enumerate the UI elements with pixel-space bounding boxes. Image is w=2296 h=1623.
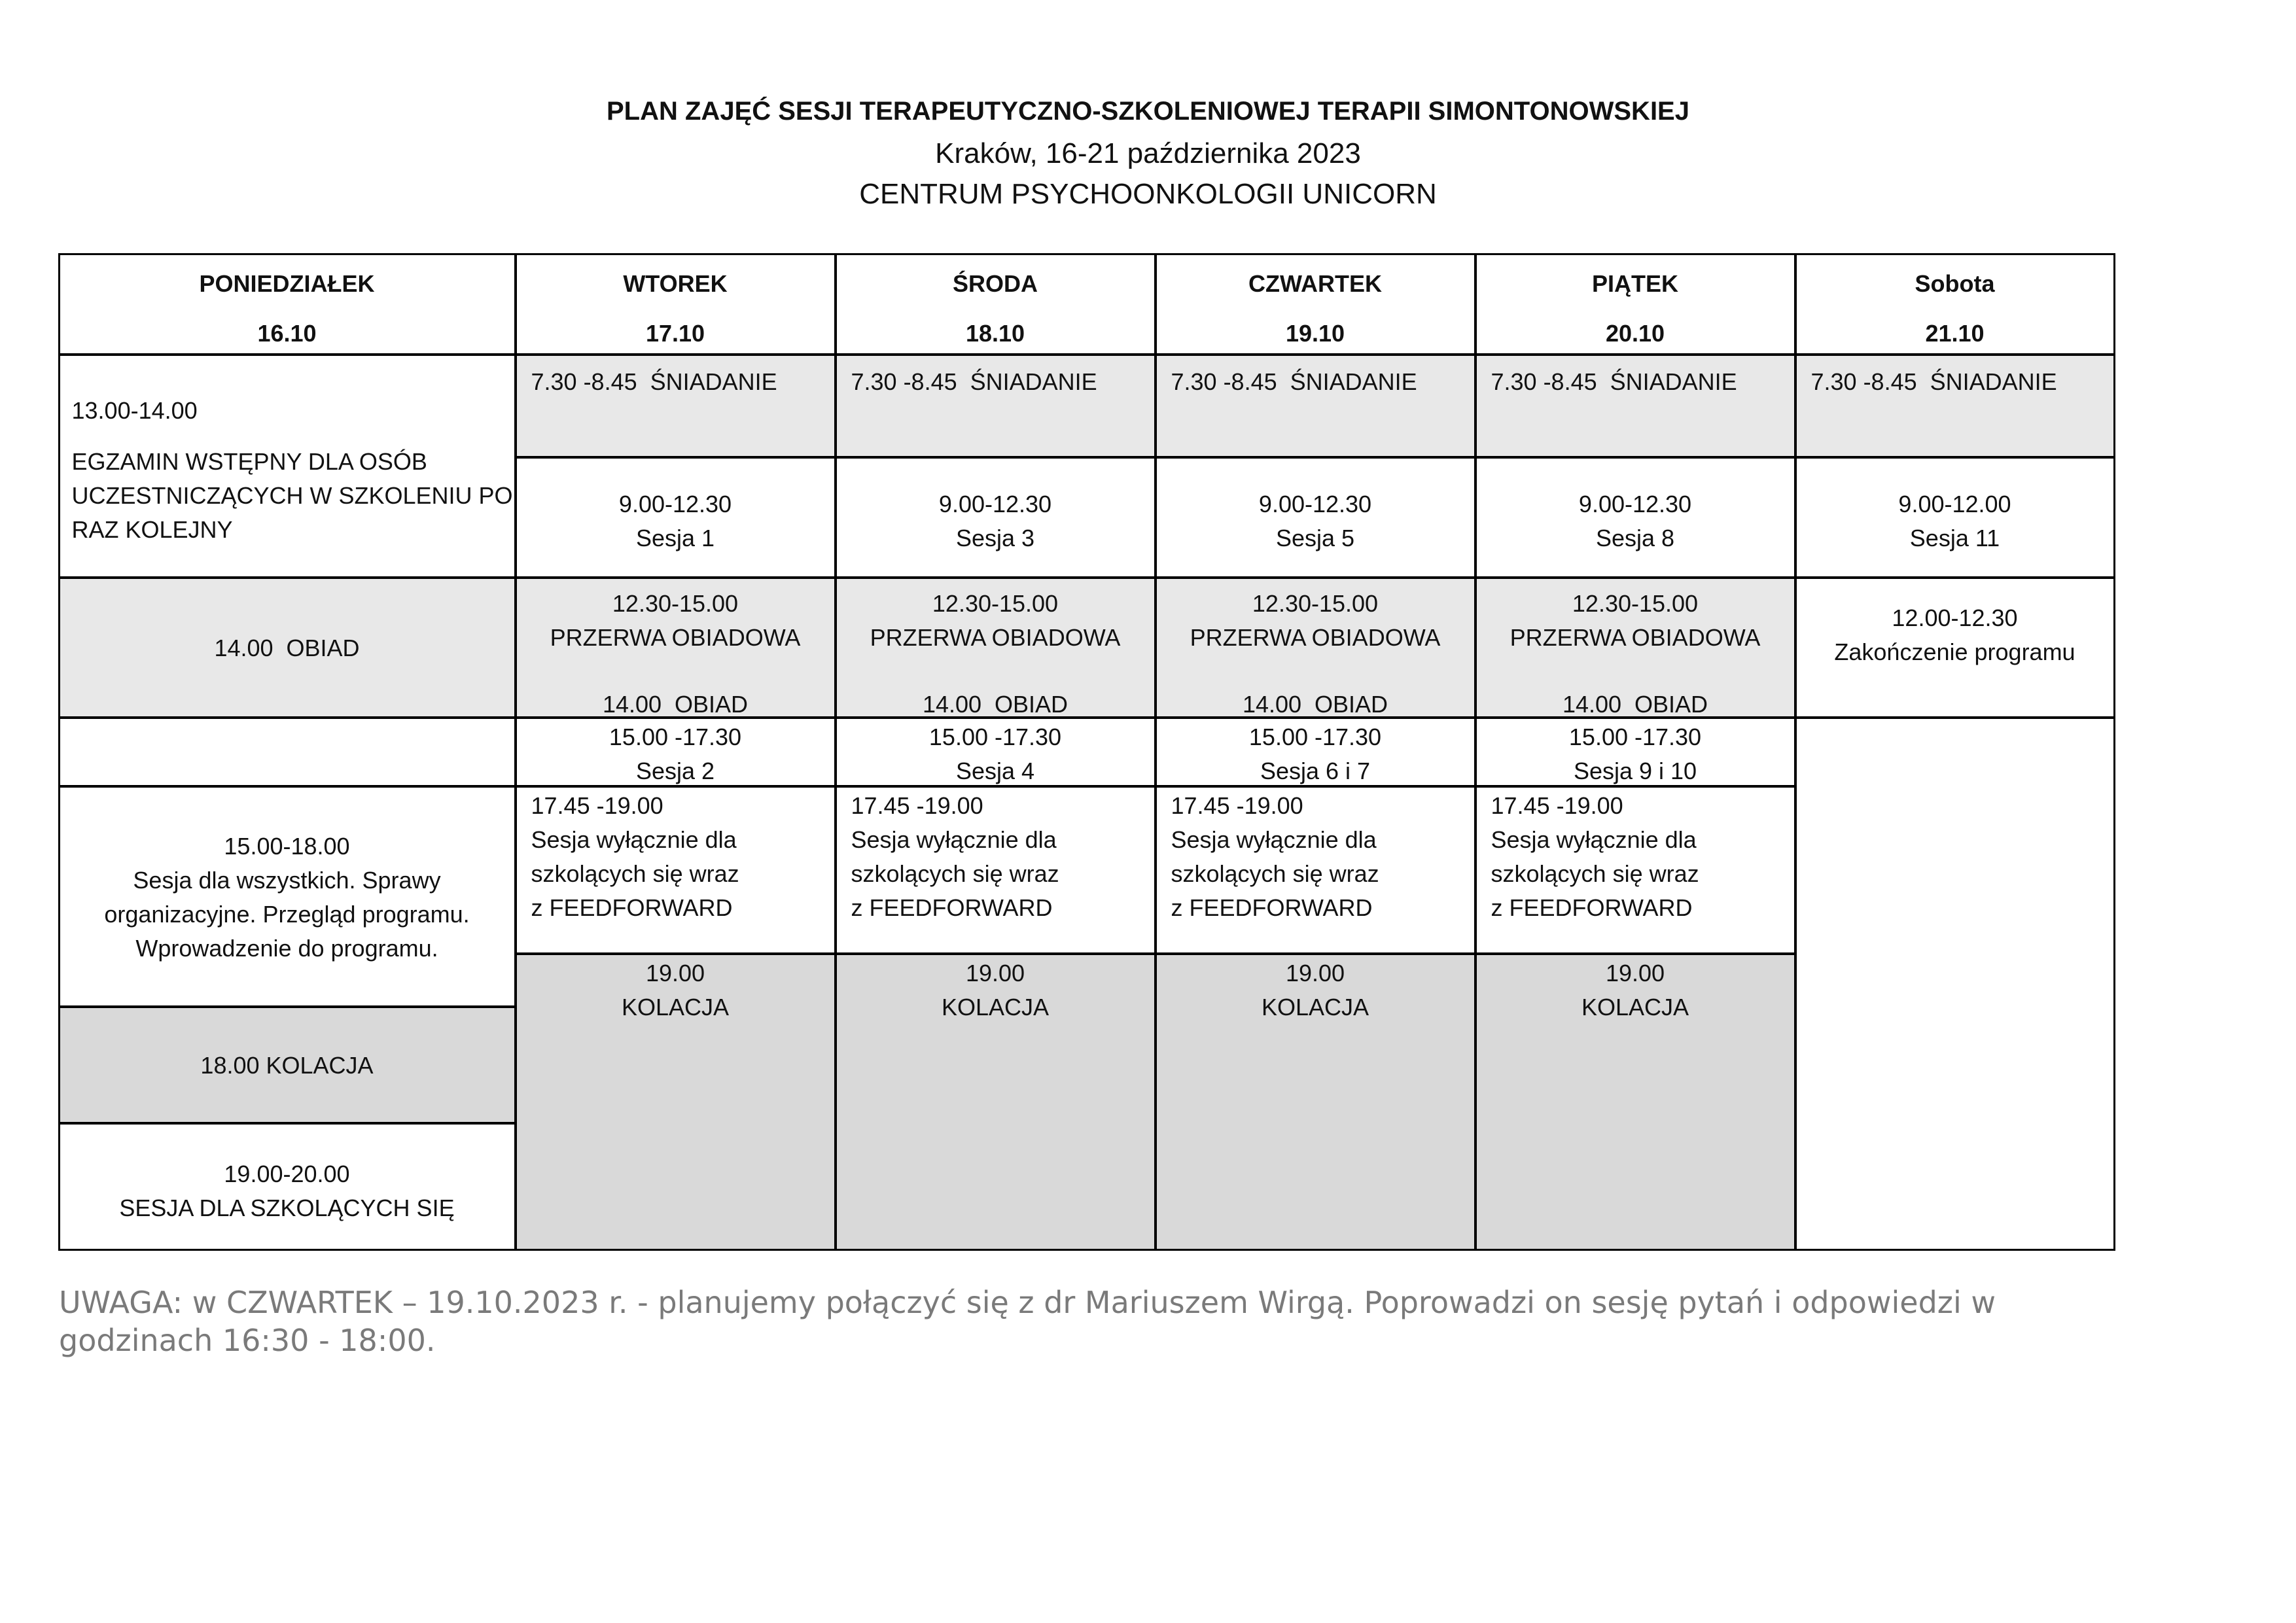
label: PRZERWA OBIADOWA: [550, 623, 801, 651]
line: EGZAMIN WSTĘPNY DLA OSÓB: [71, 447, 427, 475]
meal: 14.00 OBIAD: [1242, 690, 1388, 718]
line: z FEEDFORWARD: [531, 894, 733, 921]
time: 17.45 -19.00: [851, 792, 983, 819]
monday-session: [58, 786, 516, 1007]
label: KOLACJA: [941, 993, 1050, 1021]
monday-dinner: [58, 1006, 516, 1124]
saturday-morning-session: [1795, 457, 2115, 578]
time: 15.00 -17.30: [1248, 723, 1382, 750]
line: z FEEDFORWARD: [851, 894, 1053, 921]
friday-afternoon-session: [1475, 717, 1796, 787]
friday-morning-session: [1475, 457, 1796, 578]
monday-exam: [58, 354, 516, 578]
time: 9.00-12.30: [938, 490, 1052, 517]
time: 15.00-18.00: [224, 832, 350, 860]
time: 19.00: [1605, 959, 1665, 986]
label: Sesja 6 i 7: [1260, 757, 1371, 784]
time: 15.00 -17.30: [928, 723, 1062, 750]
tuesday-supper: [515, 953, 836, 1251]
label: Sesja 3: [955, 524, 1035, 551]
line: szkolących się wraz: [1171, 860, 1379, 887]
tuesday-lunch-break: [515, 577, 836, 718]
time: 15.00 -17.30: [609, 723, 742, 750]
time: 19.00-20.00: [224, 1160, 350, 1187]
monday-empty: [58, 717, 516, 787]
day-date: 17.10: [645, 319, 705, 347]
saturday-program-end: [1795, 577, 2115, 718]
line: z FEEDFORWARD: [1171, 894, 1373, 921]
wednesday-lunch-break: [835, 577, 1156, 718]
time: 9.00-12.00: [1898, 490, 2011, 517]
time: 9.00-12.30: [1578, 490, 1692, 517]
header-saturday: [1795, 253, 2115, 355]
wednesday-morning-session: [835, 457, 1156, 578]
time: 12.00-12.30: [1892, 604, 2018, 631]
time: 9.00-12.30: [618, 490, 732, 517]
meal: 14.00 OBIAD: [1562, 690, 1708, 718]
tuesday-trainee-session: [515, 786, 836, 954]
thursday-supper: [1155, 953, 1476, 1251]
line: Wprowadzenie do programu.: [135, 934, 438, 962]
meal: 14.00 OBIAD: [922, 690, 1069, 718]
label: Sesja 11: [1909, 524, 2000, 551]
line: szkolących się wraz: [1491, 860, 1699, 887]
thursday-morning-session: [1155, 457, 1476, 578]
day-date: 21.10: [1925, 319, 1985, 347]
label: Sesja 5: [1275, 524, 1355, 551]
saturday-breakfast: [1795, 354, 2115, 458]
note-line: godzinach 16:30 - 18:00.: [59, 1323, 436, 1358]
time: 12.30-15.00: [932, 589, 1059, 617]
day-name: Sobota: [1915, 270, 1995, 297]
line: UCZESTNICZĄCYCH W SZKOLENIU PO: [71, 481, 513, 509]
thursday-afternoon-session: [1155, 717, 1476, 787]
header-thursday: [1155, 253, 1476, 355]
place-date-subtitle: Kraków, 16-21 października 2023: [935, 137, 1361, 169]
line: szkolących się wraz: [851, 860, 1059, 887]
page-title: PLAN ZAJĘĆ SESJI TERAPEUTYCZNO-SZKOLENIOWEJ TERAPII SIMONTONOWSKIEJ: [607, 97, 1689, 126]
tuesday-morning-session: [515, 457, 836, 578]
note-line: UWAGA: w CZWARTEK – 19.10.2023 r. - planujemy połączyć się z dr Mariuszem Wirgą. Poprowadzi on sesję pytań i odpowiedzi w: [59, 1285, 1996, 1320]
label: PRZERWA OBIADOWA: [1510, 623, 1761, 651]
day-name: WTOREK: [623, 270, 728, 297]
center-subtitle: CENTRUM PSYCHOONKOLOGII UNICORN: [859, 178, 1437, 210]
label: KOLACJA: [1261, 993, 1369, 1021]
label: PRZERWA OBIADOWA: [1190, 623, 1441, 651]
day-name: CZWARTEK: [1248, 270, 1382, 297]
label: 7.30 -8.45 ŚNIADANIE: [1491, 368, 1737, 395]
day-date: 16.10: [257, 319, 317, 347]
label: SESJA DLA SZKOLĄCYCH SIĘ: [119, 1194, 455, 1221]
attention-note: [59, 1283, 2087, 1359]
tuesday-afternoon-session: [515, 717, 836, 787]
label: 7.30 -8.45 ŚNIADANIE: [1171, 368, 1417, 395]
label: 7.30 -8.45 ŚNIADANIE: [1810, 368, 2057, 395]
time: 19.00: [965, 959, 1025, 986]
time: 12.30-15.00: [1252, 589, 1379, 617]
thursday-lunch-break: [1155, 577, 1476, 718]
line: Sesja dla wszystkich. Sprawy: [133, 866, 441, 894]
wednesday-trainee-session: [835, 786, 1156, 954]
label: KOLACJA: [1581, 993, 1689, 1021]
label: KOLACJA: [621, 993, 730, 1021]
label: Zakończenie programu: [1834, 638, 2075, 665]
time: 17.45 -19.00: [1171, 792, 1303, 819]
label: 7.30 -8.45 ŚNIADANIE: [531, 368, 777, 395]
label: 7.30 -8.45 ŚNIADANIE: [851, 368, 1097, 395]
time: 12.30-15.00: [1572, 589, 1699, 617]
day-date: 18.10: [965, 319, 1025, 347]
friday-supper: [1475, 953, 1796, 1251]
line: RAZ KOLEJNY: [71, 515, 233, 543]
header-tuesday: [515, 253, 836, 355]
friday-trainee-session: [1475, 786, 1796, 954]
line: organizacyjne. Przegląd programu.: [104, 900, 470, 928]
monday-evening: [58, 1123, 516, 1251]
time: 12.30-15.00: [612, 589, 739, 617]
line: z FEEDFORWARD: [1491, 894, 1693, 921]
saturday-empty: [1795, 717, 2115, 1251]
time: 13.00-14.00: [71, 396, 198, 424]
monday-lunch: [58, 577, 516, 718]
wednesday-breakfast: [835, 354, 1156, 458]
header-monday: [58, 253, 516, 355]
day-date: 20.10: [1605, 319, 1665, 347]
label: Sesja 4: [955, 757, 1035, 784]
line: Sesja wyłącznie dla: [1171, 826, 1377, 853]
friday-lunch-break: [1475, 577, 1796, 718]
day-name: ŚRODA: [952, 270, 1038, 297]
time: 9.00-12.30: [1258, 490, 1372, 517]
label: Sesja 9 i 10: [1573, 757, 1697, 784]
time: 19.00: [645, 959, 705, 986]
label: 14.00 OBIAD: [214, 634, 360, 661]
meal: 14.00 OBIAD: [602, 690, 749, 718]
thursday-breakfast: [1155, 354, 1476, 458]
tuesday-breakfast: [515, 354, 836, 458]
time: 17.45 -19.00: [1491, 792, 1623, 819]
time: 15.00 -17.30: [1568, 723, 1702, 750]
time: 19.00: [1285, 959, 1345, 986]
line: Sesja wyłącznie dla: [851, 826, 1057, 853]
label: Sesja 1: [635, 524, 715, 551]
wednesday-afternoon-session: [835, 717, 1156, 787]
label: Sesja 2: [635, 757, 715, 784]
header-wednesday: [835, 253, 1156, 355]
day-date: 19.10: [1285, 319, 1345, 347]
line: szkolących się wraz: [531, 860, 739, 887]
label: 18.00 KOLACJA: [200, 1051, 374, 1079]
wednesday-supper: [835, 953, 1156, 1251]
label: PRZERWA OBIADOWA: [870, 623, 1121, 651]
friday-breakfast: [1475, 354, 1796, 458]
header-friday: [1475, 253, 1796, 355]
line: Sesja wyłącznie dla: [1491, 826, 1697, 853]
day-name: PIĄTEK: [1591, 270, 1678, 297]
label: Sesja 8: [1595, 524, 1675, 551]
day-name: PONIEDZIAŁEK: [199, 270, 375, 297]
thursday-trainee-session: [1155, 786, 1476, 954]
line: Sesja wyłącznie dla: [531, 826, 737, 853]
time: 17.45 -19.00: [531, 792, 663, 819]
